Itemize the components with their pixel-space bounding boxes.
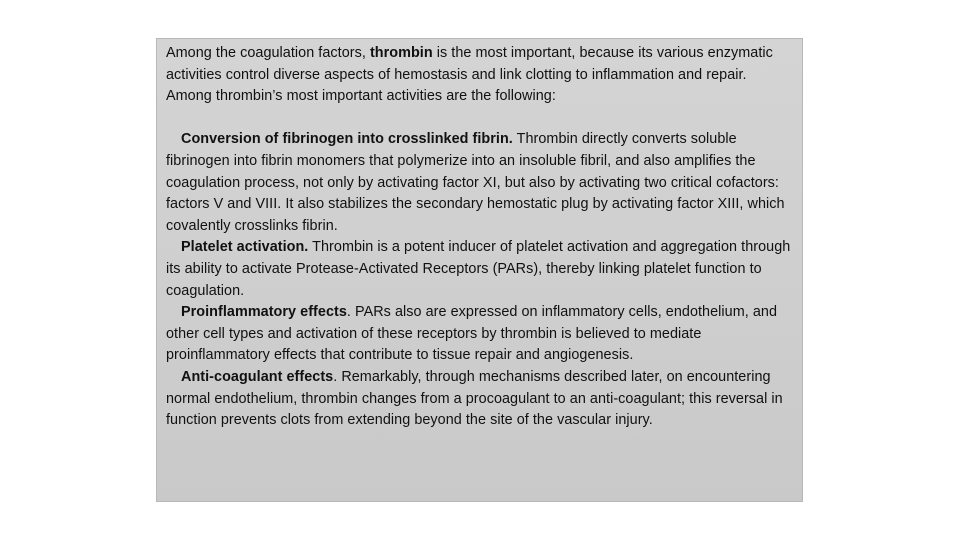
- intro-paragraph: [166, 43, 792, 108]
- activity-title: Conversion of fibrinogen into crosslinked fibrin.: [181, 131, 513, 148]
- text-box: [156, 38, 803, 502]
- activity-proinflammatory-effects: [166, 302, 792, 367]
- activity-title: Platelet activation.: [181, 239, 309, 256]
- activity-text: . PARs also are expressed on inflammatory cells, endothelium, and other cell types and activation of these receptors by thrombin is believed to mediate proinflammatory effects that contribute to tissue repair and angiogenesis.: [166, 304, 778, 364]
- intro-bold-term: thrombin: [369, 45, 433, 61]
- activity-anticoagulant-effects: [166, 367, 792, 432]
- activity-text: Thrombin is a potent inducer of platelet activation and aggregation through its ability to activate Protease-Activated Receptors (PARs), thereby linking platelet function to coagulation.: [166, 239, 791, 299]
- activity-title: Anti-coagulant effects: [181, 368, 334, 385]
- activity-fibrin-conversion: [166, 129, 792, 237]
- intro-text-after: is the most important, because its various enzymatic activities control diverse aspects of hemostasis and link clotting to inflammation and repair. Among thrombin’s most important activities are the following:: [166, 45, 773, 105]
- activity-title: Proinflammatory effects: [181, 304, 347, 321]
- activity-text: . Remarkably, through mechanisms described later, on encountering normal endothelium, thrombin changes from a procoagulant to an anti-coagulant; this reversal in function prevents clots from extending beyond the site of the vascular injury.: [166, 368, 783, 429]
- activity-text: Thrombin directly converts soluble fibrinogen into fibrin monomers that polymerize into an insoluble fibril, and also amplifies the coagulation process, not only by activating factor XI, but also by activating two critical cofactors: factors V and VIII. It also stabilizes the secondary hemostatic plug by activating factor XIII, which covalently crosslinks fibrin.: [166, 131, 785, 234]
- activity-platelet-activation: [166, 237, 792, 302]
- intro-text-before: Among the coagulation factors,: [166, 45, 370, 61]
